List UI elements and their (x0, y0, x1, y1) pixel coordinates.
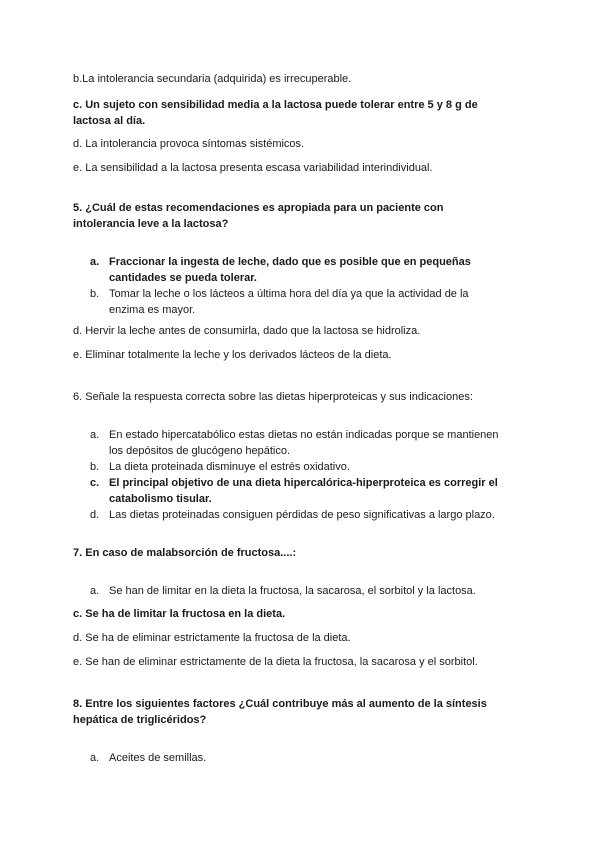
q5-option-d: d. Hervir la leche antes de consumirla, dado que la lactosa se hidroliza. (73, 325, 421, 337)
q4-option-c-line2: lactosa al día. (73, 115, 146, 127)
q5-question-line2: intolerancia leve a la lactosa? (73, 218, 229, 230)
q6-option-d-line1: Las dietas proteinadas consiguen pérdidas de peso significativas a largo plazo. (109, 509, 495, 521)
q6-question: 6. Señale la respuesta correcta sobre las dietas hiperproteicas y sus indicaciones: (73, 391, 473, 403)
q7-option-e: e. Se han de eliminar estrictamente de la dieta la fructosa, la sacarosa y el sorbitol. (73, 656, 478, 668)
q7-question: 7. En caso de malabsorción de fructosa....: (73, 547, 297, 559)
q7-option-d: d. Se ha de eliminar estrictamente la fructosa de la dieta. (73, 632, 351, 644)
q6-option-d-marker: d. (90, 509, 100, 521)
q6-option-b-marker: b. (90, 461, 100, 473)
q5-question-line1: 5. ¿Cuál de estas recomendaciones es apropiada para un paciente con (73, 202, 444, 214)
q5-option-b-line1: Tomar la leche o los lácteos a última hora del día ya que la actividad de la (109, 288, 469, 300)
q7-option-c: c. Se ha de limitar la fructosa en la dieta. (73, 608, 286, 620)
q5-option-a-line2: cantidades se pueda tolerar. (109, 272, 257, 284)
q8-option-a-marker: a. (90, 752, 100, 764)
q4-option-c-line1: c. Un sujeto con sensibilidad media a la lactosa puede tolerar entre 5 y 8 g de (73, 99, 478, 111)
q4-option-e: e. La sensibilidad a la lactosa presenta escasa variabilidad interindividual. (73, 162, 433, 174)
q6-option-c-line2: catabolismo tisular. (109, 493, 212, 505)
q6-option-b-line1: La dieta proteinada disminuye el estrés oxidativo. (109, 461, 350, 473)
q7-option-a-marker: a. (90, 585, 100, 597)
q6-option-a-line1: En estado hipercatabólico estas dietas no están indicadas porque se mantienen (109, 429, 499, 441)
q6-option-c-line1: El principal objetivo de una dieta hipercalórica-hiperproteica es corregir el (109, 477, 498, 489)
q5-option-a-line1: Fraccionar la ingesta de leche, dado que es posible que en pequeñas (109, 256, 471, 268)
q4-option-b: b.La intolerancia secundaria (adquirida) es irrecuperable. (73, 73, 352, 85)
q6-option-a-line2: los depósitos de glucógeno hepático. (109, 445, 291, 457)
q5-option-e: e. Eliminar totalmente la leche y los derivados lácteos de la dieta. (73, 349, 392, 361)
q7-option-a-line1: Se han de limitar en la dieta la fructosa, la sacarosa, el sorbitol y la lactosa. (109, 585, 476, 597)
q8-question-line1: 8. Entre los siguientes factores ¿Cuál contribuye más al aumento de la síntesis (73, 698, 487, 710)
q8-option-a-line1: Aceites de semillas. (109, 752, 207, 764)
q4-option-d: d. La intolerancia provoca síntomas sistémicos. (73, 138, 305, 150)
q5-option-b-line2: enzima es mayor. (109, 304, 196, 316)
q5-option-b-marker: b. (90, 288, 100, 300)
q6-option-a-marker: a. (90, 429, 100, 441)
q8-question-line2: hepática de triglicéridos? (73, 714, 207, 726)
q5-option-a-marker: a. (90, 256, 100, 268)
q6-option-c-marker: c. (90, 477, 100, 489)
